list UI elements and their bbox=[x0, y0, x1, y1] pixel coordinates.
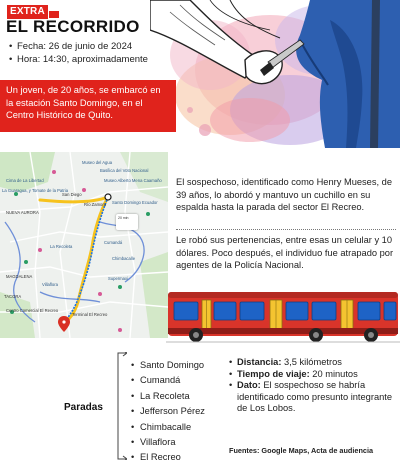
stops-heading: Paradas bbox=[64, 402, 103, 413]
info-fact-label: Dato: bbox=[237, 380, 261, 391]
map-label-10: Cumandá bbox=[104, 240, 123, 245]
map-label-12: La Recoleta bbox=[50, 244, 73, 249]
hero-illustration bbox=[150, 0, 400, 148]
map-label-17: MAGDALENA bbox=[6, 274, 33, 279]
page-title: EL RECORRIDO bbox=[6, 17, 140, 36]
stop-item: • El Recreo bbox=[131, 450, 205, 465]
info-distance-label: Distancia: bbox=[237, 357, 282, 367]
story-divider bbox=[176, 229, 396, 230]
map-label-9: NUEVA AURORA bbox=[6, 210, 39, 215]
sources-note: Fuentes: Google Maps, Acta de audiencia bbox=[229, 446, 374, 455]
info-time bbox=[229, 369, 397, 381]
map-label-13: Villaflora bbox=[42, 282, 58, 287]
map-label-16: TACORA bbox=[4, 294, 22, 299]
map-label-1: Cima de La Libertad bbox=[6, 178, 44, 183]
travel-time-chip-text: 20 min bbox=[118, 216, 129, 220]
info-distance bbox=[229, 357, 397, 369]
map-label-18: Supermaxi bbox=[108, 276, 129, 281]
stops-list bbox=[131, 358, 205, 466]
stop-item: • Villaflora bbox=[131, 435, 205, 450]
map-label-4: Basílica del Voto Nacional bbox=[100, 168, 149, 173]
stop-item: • Cumandá bbox=[131, 373, 205, 388]
stop-item: • Santo Domingo bbox=[131, 358, 205, 373]
stop-item: • La Recoleta bbox=[131, 389, 205, 404]
facts-list bbox=[9, 40, 148, 66]
map-label-11: Chimbacalle bbox=[112, 256, 136, 261]
fact-time: • Hora: 14:30, aproximadamente bbox=[9, 53, 148, 66]
map-label-2: La Guaragua, y Tomate de la Patria bbox=[2, 188, 69, 193]
info-time-value: 20 minutos bbox=[309, 368, 358, 379]
map-label-14: Centro Comercial El Recreo bbox=[6, 308, 59, 313]
travel-time-chip bbox=[116, 214, 138, 230]
map-label-6: San Diego bbox=[62, 192, 82, 197]
stop-item: • Chimbacalle bbox=[131, 420, 205, 435]
route-map bbox=[0, 152, 168, 338]
info-time-label: Tiempo de viaje: bbox=[237, 368, 310, 379]
fact-date: • Fecha: 26 de junio de 2024 bbox=[9, 40, 148, 53]
header-section bbox=[0, 0, 400, 148]
map-label-15: Terminal El Recreo bbox=[72, 312, 108, 317]
map-label-7: Río Zamora bbox=[84, 202, 107, 207]
info-distance-value: 3,5 kilómetros bbox=[281, 357, 342, 367]
trip-info-list bbox=[229, 357, 397, 415]
story-paragraph-1: El sospechoso, identificado como Henry Mueses, de 39 años, lo abordó y mantuvo un cuchillo en su espalda hasta la parada del sector El Recreo. bbox=[176, 177, 393, 213]
map-label-5: Museo Alberto Mena Caamaño bbox=[104, 178, 162, 183]
bus-illustration bbox=[166, 286, 400, 344]
stops-bracket bbox=[117, 352, 127, 460]
summary-banner: Un joven, de 20 años, se embarcó en la estación Santo Domingo, en el Centro Histórico de Quito. bbox=[0, 80, 176, 132]
map-label-8: Santo Domingo Ecuador bbox=[112, 200, 158, 205]
map-label-3: Museo del Agua bbox=[82, 160, 113, 165]
info-fact bbox=[229, 380, 397, 415]
info-fact-value: El sospechoso se habría identificado como presunto integrante de Los Lobos. bbox=[237, 380, 393, 414]
stop-item: • Jefferson Pérez bbox=[131, 404, 205, 419]
story-paragraph-2: Le robó sus pertenencias, entre esas un celular y 10 dólares. Poco después, el individuo fue atrapado por agentes de la Policía Nacional. bbox=[176, 235, 394, 271]
logo-text: EXTRA bbox=[7, 5, 48, 19]
